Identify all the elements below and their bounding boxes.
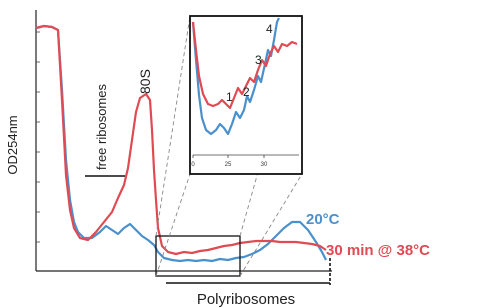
inset-panel [190, 16, 302, 174]
y-axis-label: OD254nm [5, 115, 20, 175]
free-ribosomes-label: free ribosomes [94, 84, 109, 170]
zoom-connector-right-bottom [240, 174, 302, 276]
legend-label-20c: 20°C [306, 211, 340, 228]
inset-tick-label-25: 25 [224, 162, 232, 168]
80s-label: 80S [137, 69, 153, 94]
inset-tick-label-30: 30 [260, 162, 268, 168]
zoom-region-box [156, 236, 240, 276]
legend-label-38c: 30 min @ 38°C [326, 242, 430, 259]
inset-peak-label-1: 1 [226, 90, 233, 104]
polyribosomes-label: Polyribosomes [196, 291, 296, 308]
inset-peak-label-3: 3 [255, 53, 262, 67]
inset-peak-label-2: 2 [243, 85, 250, 99]
zoom-connector-left-top [156, 16, 190, 236]
inset-tick-label-0: 0 [191, 162, 195, 168]
inset-peak-label-4: 4 [266, 22, 273, 36]
